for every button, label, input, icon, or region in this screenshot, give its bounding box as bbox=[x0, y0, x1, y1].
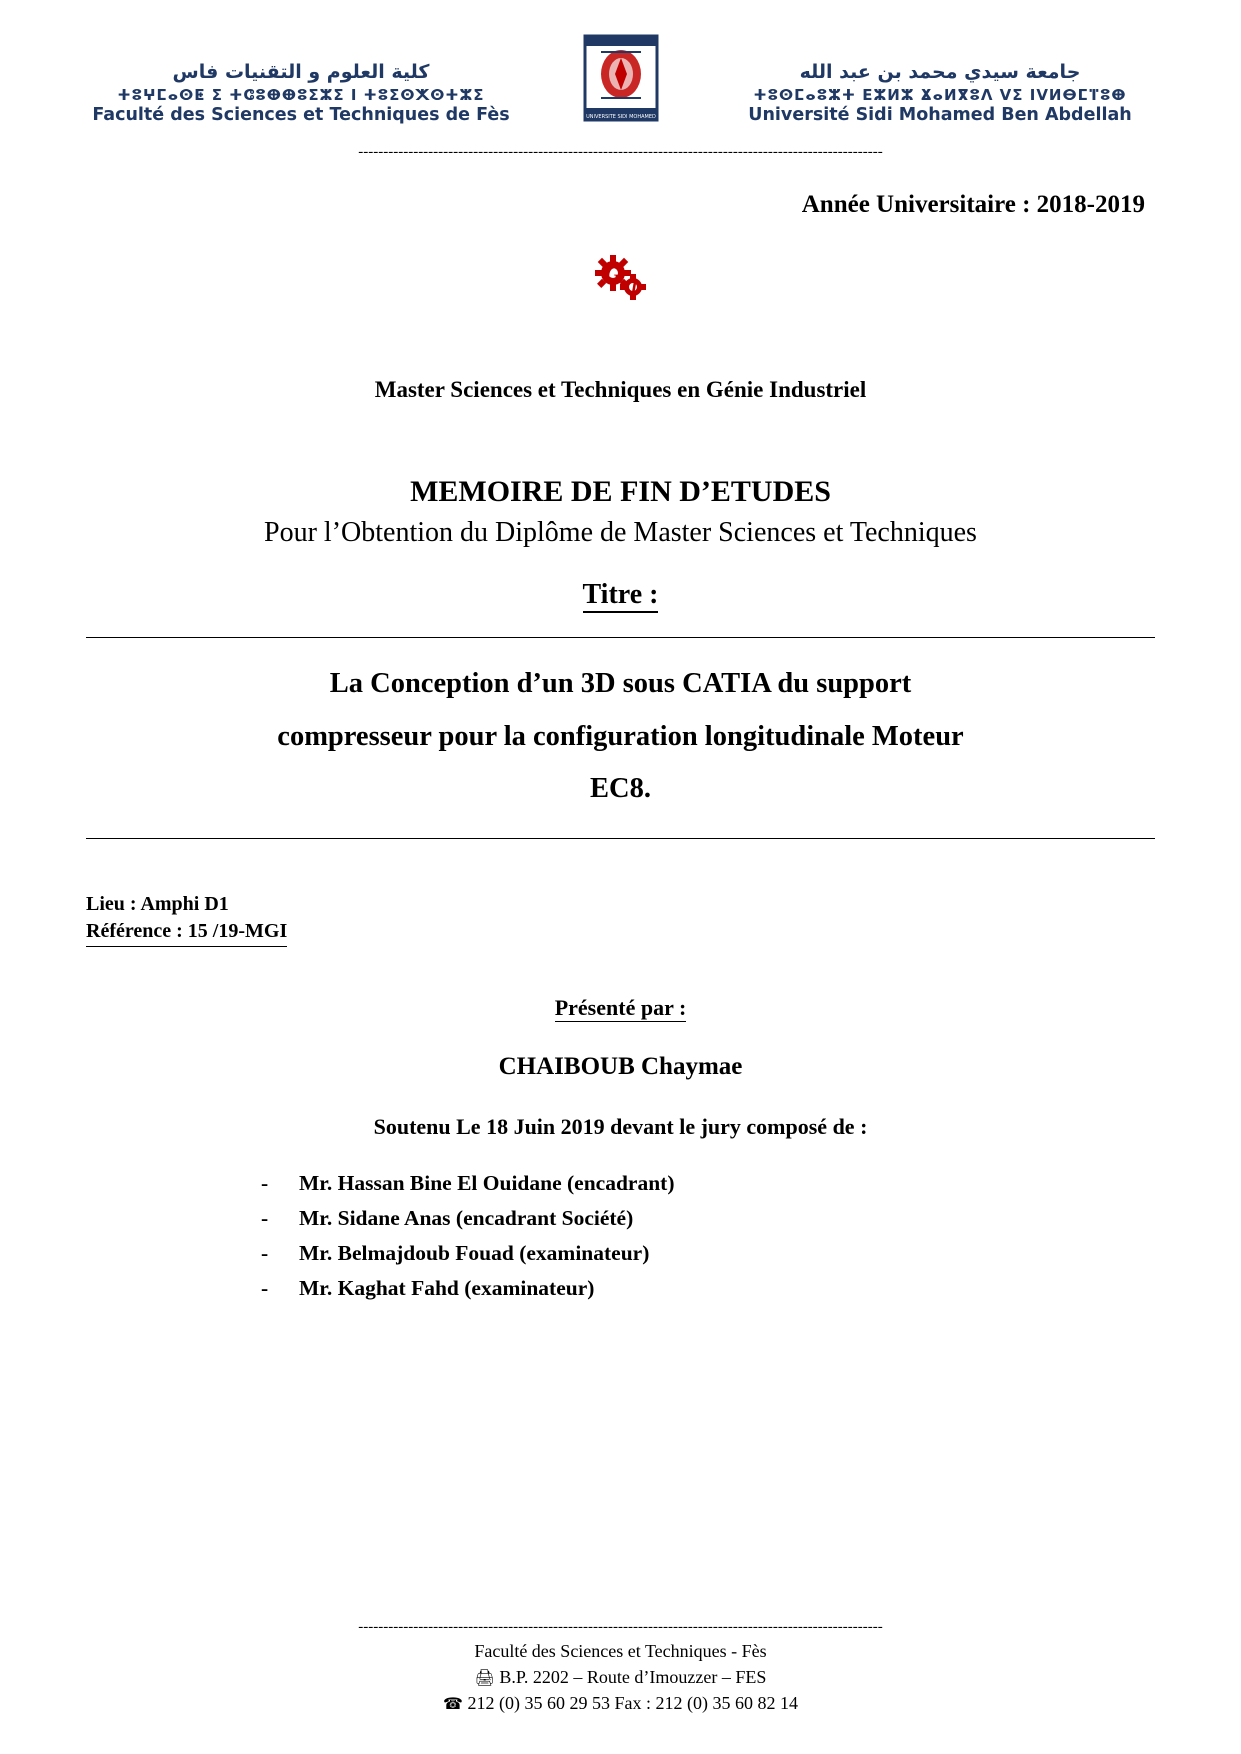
university-identity-block bbox=[725, 28, 1155, 125]
list-item bbox=[86, 1166, 1155, 1201]
crest-container bbox=[556, 28, 686, 126]
thesis-title-line-1: La Conception d’un 3D sous CATIA du support bbox=[329, 668, 912, 699]
academic-year: Année Universitaire : 2018-2019 bbox=[801, 191, 1145, 218]
footer-phone-line bbox=[86, 1690, 1155, 1716]
list-bullet: - bbox=[261, 1205, 269, 1230]
jury-member-name: Mr. Belmajdoub Fouad (examinateur) bbox=[299, 1240, 650, 1265]
jury-member-name: Mr. Hassan Bine El Ouidane (encadrant) bbox=[299, 1171, 675, 1196]
telephone-icon: ☎ bbox=[443, 1693, 463, 1713]
thesis-title-line-2: compresseur pour la configuration longitudinale Moteur bbox=[277, 720, 964, 752]
thesis-title-box bbox=[86, 637, 1155, 839]
university-name-tifinagh: ⵜⵓⵙⵎⴰⵓⵣⵜ ⴹⵣⵍⵣ ⴴⴰⵍⴳⵓⴷ ⴸⵉ ⵏⴸⵍⴱⵎⴶⵓⴲ bbox=[753, 85, 1127, 104]
gi-logo-container bbox=[86, 247, 1155, 317]
faculty-name-tifinagh: ⵜⵓⵖⵎⴰⵙⵟ ⵉ ⵜⵛⵓⴲⴲⵓⵉⵣⵉ ⵏ ⵜⵓⵉⵙⵅⵙⵜⵣⵉ bbox=[117, 85, 485, 104]
jury-member-name: Mr. Sidane Anas (encadrant Société) bbox=[299, 1205, 634, 1230]
author-name: CHAIBOUB Chaymae bbox=[498, 1053, 743, 1081]
list-bullet: - bbox=[261, 1240, 269, 1265]
list-item bbox=[86, 1236, 1155, 1271]
faculty-name-french: Faculté des Sciences et Techniques de Fès bbox=[92, 104, 510, 125]
university-name-arabic: جامعة سيدي محمد بن عبد الله bbox=[799, 61, 1081, 83]
presented-by-label bbox=[86, 995, 1155, 1021]
svg-text:I: I bbox=[629, 277, 638, 297]
document-footer bbox=[86, 1613, 1155, 1716]
svg-text:G: G bbox=[604, 262, 621, 286]
title-label bbox=[86, 579, 1155, 611]
footer-phone: 212 (0) 35 60 29 53 Fax : 212 (0) 35 60 82 14 bbox=[467, 1692, 798, 1713]
footer-address: B.P. 2202 – Route d’Imouzzer – FES bbox=[499, 1666, 767, 1687]
footer-separator: --------------------------------------------------------------------------------------------------------- bbox=[358, 1618, 883, 1635]
gear-gi-logo-icon bbox=[586, 247, 656, 317]
faculty-identity-block bbox=[86, 28, 516, 125]
presented-by-text: Présenté par : bbox=[554, 995, 687, 1021]
thesis-title-line-3: EC8. bbox=[590, 773, 651, 805]
list-bullet: - bbox=[261, 1275, 269, 1300]
document-subtitle: Pour l’Obtention du Diplôme de Master Sciences et Techniques bbox=[264, 517, 977, 548]
footer-institution: Faculté des Sciences et Techniques - Fès bbox=[474, 1640, 767, 1661]
location-line: Lieu : Amphi D1 bbox=[86, 893, 229, 916]
document-header bbox=[86, 28, 1155, 138]
footer-address-line bbox=[86, 1664, 1155, 1690]
university-crest-icon bbox=[579, 30, 663, 126]
jury-list bbox=[86, 1166, 1155, 1305]
location-reference-block bbox=[86, 891, 1155, 947]
list-bullet: - bbox=[261, 1171, 269, 1196]
list-item bbox=[86, 1201, 1155, 1236]
header-separator: --------------------------------------------------------------------------------------------------------- bbox=[358, 144, 883, 160]
university-name-french: Université Sidi Mohamed Ben Abdellah bbox=[748, 104, 1132, 125]
printer-icon: 🖨 bbox=[474, 1667, 495, 1687]
defense-line: Soutenu Le 18 Juin 2019 devant le jury composé de : bbox=[373, 1114, 868, 1140]
svg-text:UNIVERSITE SIDI MOHAMED: UNIVERSITE SIDI MOHAMED bbox=[585, 114, 656, 120]
list-item bbox=[86, 1271, 1155, 1306]
jury-member-name: Mr. Kaghat Fahd (examinateur) bbox=[299, 1275, 595, 1300]
title-label-text: Titre : bbox=[583, 579, 659, 613]
reference-line: Référence : 15 /19-MGI bbox=[86, 918, 287, 947]
program-title: Master Sciences et Techniques en Génie Industriel bbox=[374, 377, 867, 402]
faculty-name-arabic: كلية العلوم و التقنيات فاس bbox=[172, 61, 430, 83]
document-type: MEMOIRE DE FIN D’ETUDES bbox=[410, 475, 831, 508]
